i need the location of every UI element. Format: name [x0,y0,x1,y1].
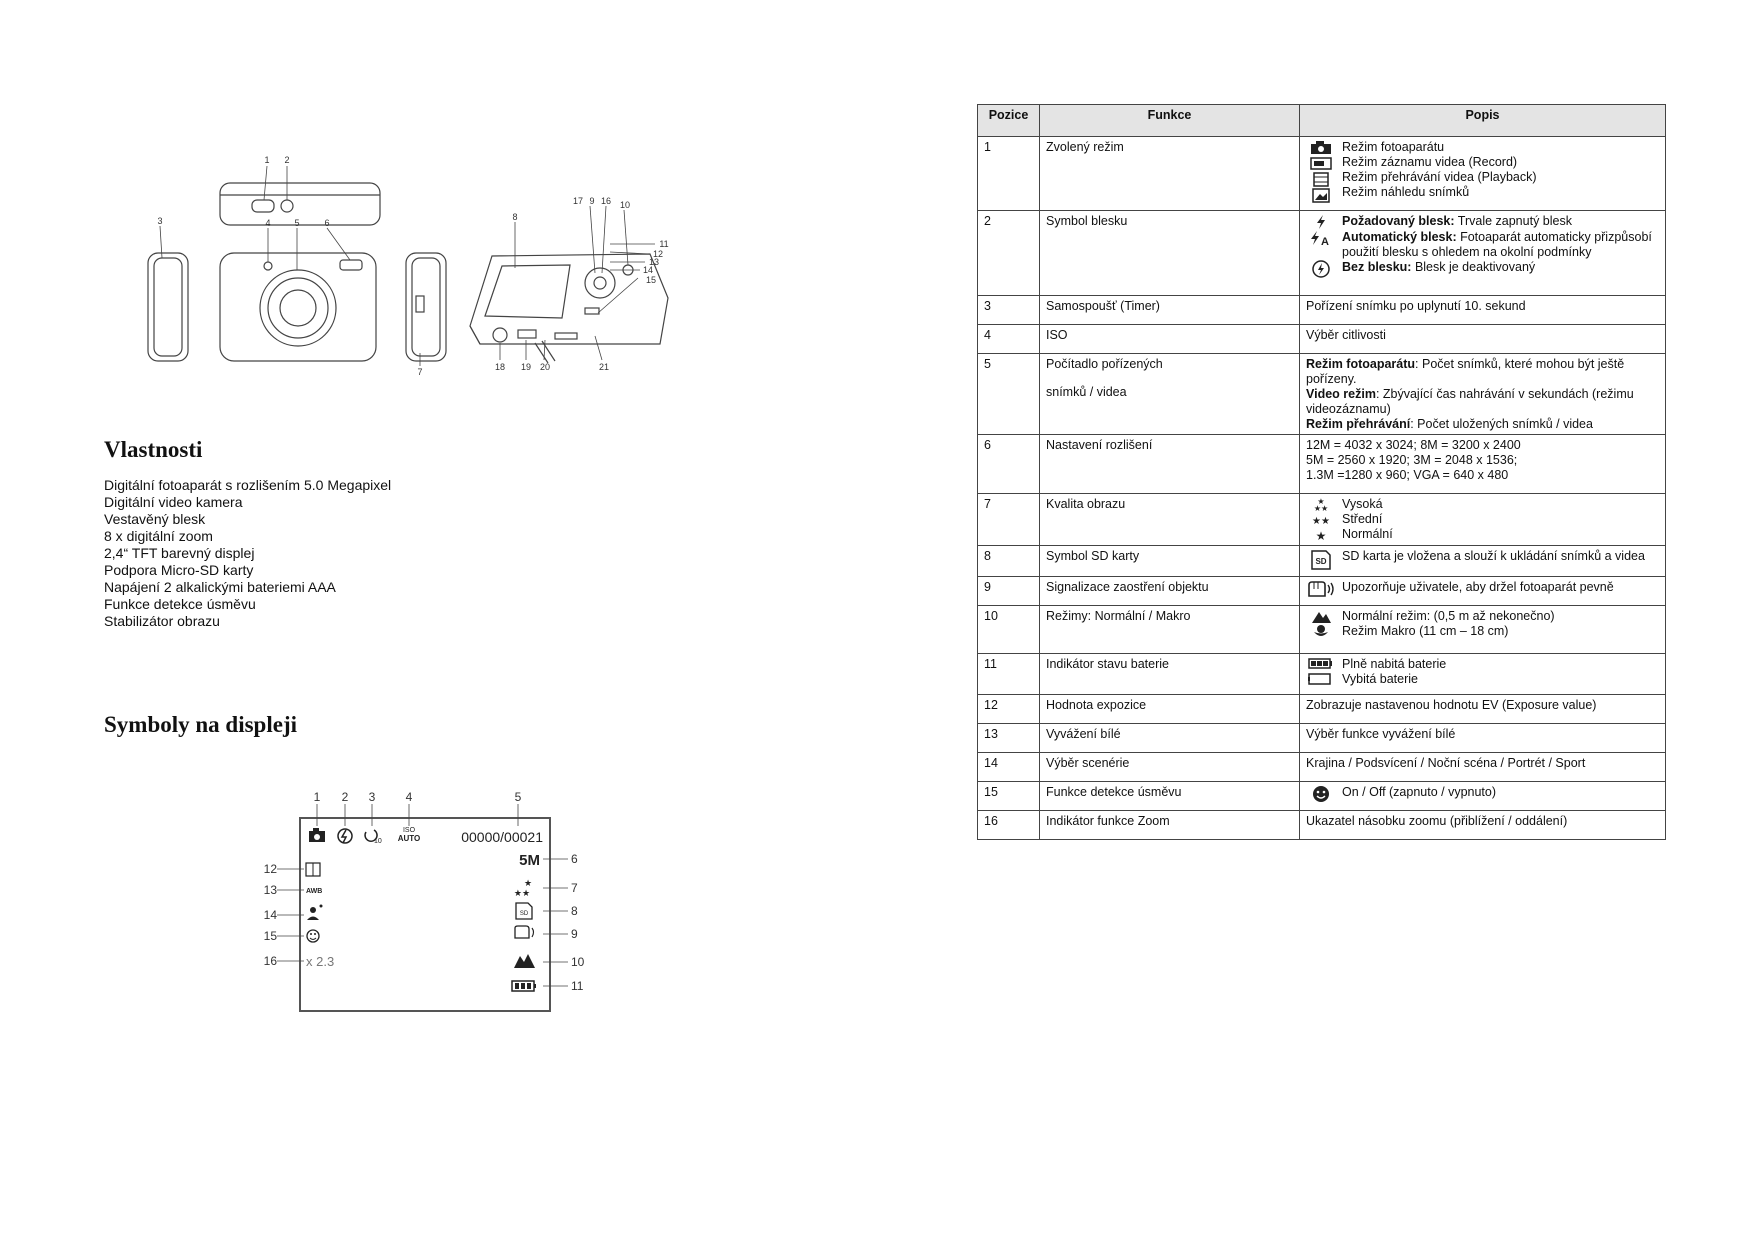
smile-icon [307,930,319,942]
diagram-number: 13 [648,257,660,267]
row-function: Indikátor stavu baterie [1040,654,1300,695]
flash-mode-name: Požadovaný blesk: [1342,214,1455,228]
camera-mode-icon [309,828,325,842]
display-callout: 5 [514,790,522,804]
mode-name: Režim fotoaparátu [1306,357,1416,371]
svg-text:★: ★ [1317,497,1325,506]
quality-stars-icon [514,878,532,898]
diagram-number: 12 [652,249,664,259]
feature-item: Funkce detekce úsměvu [104,596,256,612]
row-position: 9 [978,577,1040,606]
display-callout: 12 [263,862,277,876]
battery-full-icon [1308,657,1334,670]
row-description [1300,354,1666,435]
row-position: 1 [978,137,1040,211]
table-row [978,354,1666,435]
svg-text:10: 10 [374,838,382,845]
diagram-number: 8 [512,212,518,222]
diagram-number: 19 [520,362,532,372]
table-row [978,296,1666,325]
row-function: Zvolený režim [1040,137,1300,211]
feature-item: 2,4“ TFT barevný displej [104,545,255,561]
row-description [1300,654,1666,695]
row-description [1300,211,1666,296]
flash-mode-text: Blesk je deaktivovaný [1411,260,1536,274]
mode-text: : Počet snímků, které mohou být ještě pořízeny. [1306,357,1625,386]
row-function: Nastavení rozlišení [1040,435,1300,494]
row-description: Zobrazuje nastavenou hodnotu EV (Exposure value) [1300,695,1666,724]
display-callout: 11 [571,979,584,993]
feature-item: Digitální video kamera [104,494,243,510]
row-function: Vyvážení bílé [1040,724,1300,753]
row-position: 6 [978,435,1040,494]
table-row [978,546,1666,577]
diagram-number: 9 [589,196,595,206]
iso-value: AUTO [397,834,421,843]
battery-empty-icon [1308,672,1334,686]
row-position: 5 [978,354,1040,435]
row-position: 11 [978,654,1040,695]
description-line: Režim náhledu snímků [1342,185,1470,199]
function-line: Počítadlo pořízených [1046,357,1163,371]
features-heading: Vlastnosti [104,437,203,462]
display-callout: 14 [263,908,277,922]
table-row [978,753,1666,782]
flash-on-icon [1313,214,1329,230]
row-description [1300,546,1666,577]
header-description: Popis [1300,105,1666,137]
row-function: Režimy: Normální / Makro [1040,606,1300,654]
function-line: snímků / videa [1046,385,1127,399]
diagram-number: 17 [572,196,584,206]
row-function: Funkce detekce úsměvu [1040,782,1300,811]
film-playback-icon [1310,172,1332,187]
row-position: 7 [978,494,1040,546]
table-row [978,325,1666,354]
display-symbols-table [977,104,1666,840]
row-function: Samospoušť (Timer) [1040,296,1300,325]
flash-mode-text: Fotoaparát automaticky přizpůsobí použití blesku s ohledem na okolní podmínky [1342,230,1652,259]
focus-mode-text: Režim Makro (11 cm – 18 cm) [1342,624,1509,638]
flash-mode-name: Bez blesku: [1342,260,1412,274]
description-line: Režim záznamu videa (Record) [1342,155,1518,169]
shake-hand-icon [1306,580,1336,598]
resolution-indicator: 5M [519,852,540,869]
shake-warning-icon [515,926,534,938]
shot-counter: 00000/00021 [461,829,543,845]
row-description: Ukazatel násobku zoomu (přiblížení / oddálení) [1300,811,1666,840]
mountain-icon [1310,609,1332,624]
image-preview-icon [1310,188,1332,203]
display-callout: 4 [405,790,413,804]
table-row [978,211,1666,296]
feature-item: Vestavěný blesk [104,511,206,527]
row-position: 2 [978,211,1040,296]
table-header-row [978,105,1666,137]
display-callout: 7 [571,881,578,895]
focus-mode-text: Normální režim: (0,5 m až nekonečno) [1342,609,1555,623]
battery-text: Vybitá baterie [1342,672,1418,686]
smile-icon [1312,785,1330,803]
row-function: ISO [1040,325,1300,354]
row-function: Signalizace zaostření objektu [1040,577,1300,606]
table-row [978,654,1666,695]
table-row [978,695,1666,724]
svg-text:★: ★ [1315,529,1327,542]
row-function [1040,354,1300,435]
three-stars-icon [1310,497,1332,512]
display-callout: 13 [263,883,277,897]
sd-card-icon [516,903,532,919]
diagram-number: 18 [494,362,506,372]
svg-text:★★: ★★ [513,888,531,898]
zoom-indicator: x 2.3 [306,954,335,969]
description-line: Režim přehrávání videa (Playback) [1342,170,1537,184]
row-function: Hodnota expozice [1040,695,1300,724]
row-position: 8 [978,546,1040,577]
flash-auto-icon [1309,230,1333,246]
display-callout: 9 [571,927,578,941]
feature-item: 8 x digitální zoom [104,528,213,544]
display-callout: 6 [571,852,578,866]
resolution-line: 12M = 4032 x 3024; 8M = 3200 x 2400 [1306,438,1521,452]
video-record-icon [1310,156,1332,171]
row-position: 4 [978,325,1040,354]
row-description [1300,577,1666,606]
row-position: 14 [978,753,1040,782]
description-line: Režim fotoaparátu [1342,140,1445,154]
two-stars-icon [1310,512,1332,527]
table-row [978,782,1666,811]
row-description [1300,782,1666,811]
row-function: Indikátor funkce Zoom [1040,811,1300,840]
mode-name: Režim přehrávání [1306,417,1411,431]
row-description [1300,435,1666,494]
display-callout: 2 [341,790,349,804]
display-callout: 15 [263,929,277,943]
diagram-number: 3 [157,216,163,226]
row-description [1300,137,1666,211]
battery-text: Plně nabitá baterie [1342,657,1447,671]
table-row [978,494,1666,546]
diagram-number: 20 [539,362,551,372]
shake-text: Upozorňuje uživatele, aby držel fotoaparát pevně [1342,580,1614,594]
display-callout: 16 [263,954,277,968]
flower-macro-icon [1310,624,1332,639]
self-timer-icon [365,830,382,845]
diagram-number: 10 [619,200,631,210]
mode-text: : Počet uložených snímků / videa [1410,417,1593,431]
table-row [978,577,1666,606]
row-position: 10 [978,606,1040,654]
scene-portrait-icon [307,905,323,921]
flash-mode-name: Automatický blesk: [1342,230,1457,244]
battery-full-icon [512,981,536,991]
table-row [978,811,1666,840]
feature-item: Napájení 2 alkalickými bateriemi AAA [104,579,336,595]
mode-name: Video režim [1306,387,1376,401]
sd-card-icon [1310,549,1332,571]
quality-label: Normální [1342,527,1393,541]
one-star-icon [1310,527,1332,542]
display-callout: 3 [368,790,376,804]
diagram-number: 4 [265,218,271,228]
table-row [978,137,1666,211]
display-callout: 10 [571,955,585,969]
symbols-heading: Symboly na displeji [104,712,297,737]
quality-label: Vysoká [1342,497,1383,511]
mountain-icon [514,954,535,968]
row-description [1300,606,1666,654]
features-list [104,477,391,630]
row-function: Symbol blesku [1040,211,1300,296]
diagram-number: 21 [598,362,610,372]
display-symbols-diagram [250,786,595,1016]
diagram-number: 14 [642,265,654,275]
row-function: Symbol SD karty [1040,546,1300,577]
row-position: 15 [978,782,1040,811]
display-callout: 8 [571,904,578,918]
table-row [978,724,1666,753]
svg-text:★: ★ [523,878,533,888]
svg-text:★★: ★★ [1313,504,1329,512]
iso-label: ISO [402,827,416,834]
flash-off-icon [338,829,352,843]
feature-item: Podpora Micro-SD karty [104,562,254,578]
svg-text:SD: SD [1315,557,1327,566]
table-row [978,435,1666,494]
diagram-number: 16 [600,196,612,206]
flash-off-icon [1312,260,1330,278]
diagram-number: 2 [284,155,290,165]
smile-text: On / Off (zapnuto / vypnuto) [1342,785,1497,799]
mode-text: : Zbývající čas nahrávání v sekundách (režimu videozáznamu) [1306,387,1634,416]
camera-icon [1310,140,1332,155]
feature-item: Stabilizátor obrazu [104,613,220,629]
row-description: Pořízení snímku po uplynutí 10. sekund [1300,296,1666,325]
row-description: Výběr funkce vyvážení bílé [1300,724,1666,753]
flash-mode-text: Trvale zapnutý blesk [1454,214,1572,228]
row-description: Výběr citlivosti [1300,325,1666,354]
row-position: 12 [978,695,1040,724]
svg-text:★★: ★★ [1312,516,1330,527]
svg-text:SD: SD [519,911,529,917]
camera-diagram [140,148,680,378]
row-description: Krajina / Podsvícení / Noční scéna / Portrét / Sport [1300,753,1666,782]
diagram-number: 5 [294,218,300,228]
row-function: Výběr scenérie [1040,753,1300,782]
row-description [1300,494,1666,546]
awb-label: AWB [306,888,323,895]
diagram-number: 15 [645,275,657,285]
row-position: 3 [978,296,1040,325]
sd-card-text: SD karta je vložena a slouží k ukládání snímků a videa [1342,549,1645,563]
header-function: Funkce [1040,105,1300,137]
header-position: Pozice [978,105,1040,137]
diagram-number: 1 [264,155,270,165]
feature-item: Digitální fotoaparát s rozlišením 5.0 Megapixel [104,477,392,493]
diagram-number: 6 [324,218,330,228]
row-position: 16 [978,811,1040,840]
diagram-number: 11 [659,239,669,249]
row-position: 13 [978,724,1040,753]
resolution-line: 5M = 2560 x 1920; 3M = 2048 x 1536; [1306,453,1518,467]
diagram-number: 7 [417,367,423,377]
display-callout: 1 [313,790,321,804]
exposure-icon [306,863,320,876]
svg-text:A: A [1321,236,1329,246]
resolution-line: 1.3M =1280 x 960; VGA = 640 x 480 [1306,468,1509,482]
quality-label: Střední [1342,512,1383,526]
table-row [978,606,1666,654]
row-function: Kvalita obrazu [1040,494,1300,546]
